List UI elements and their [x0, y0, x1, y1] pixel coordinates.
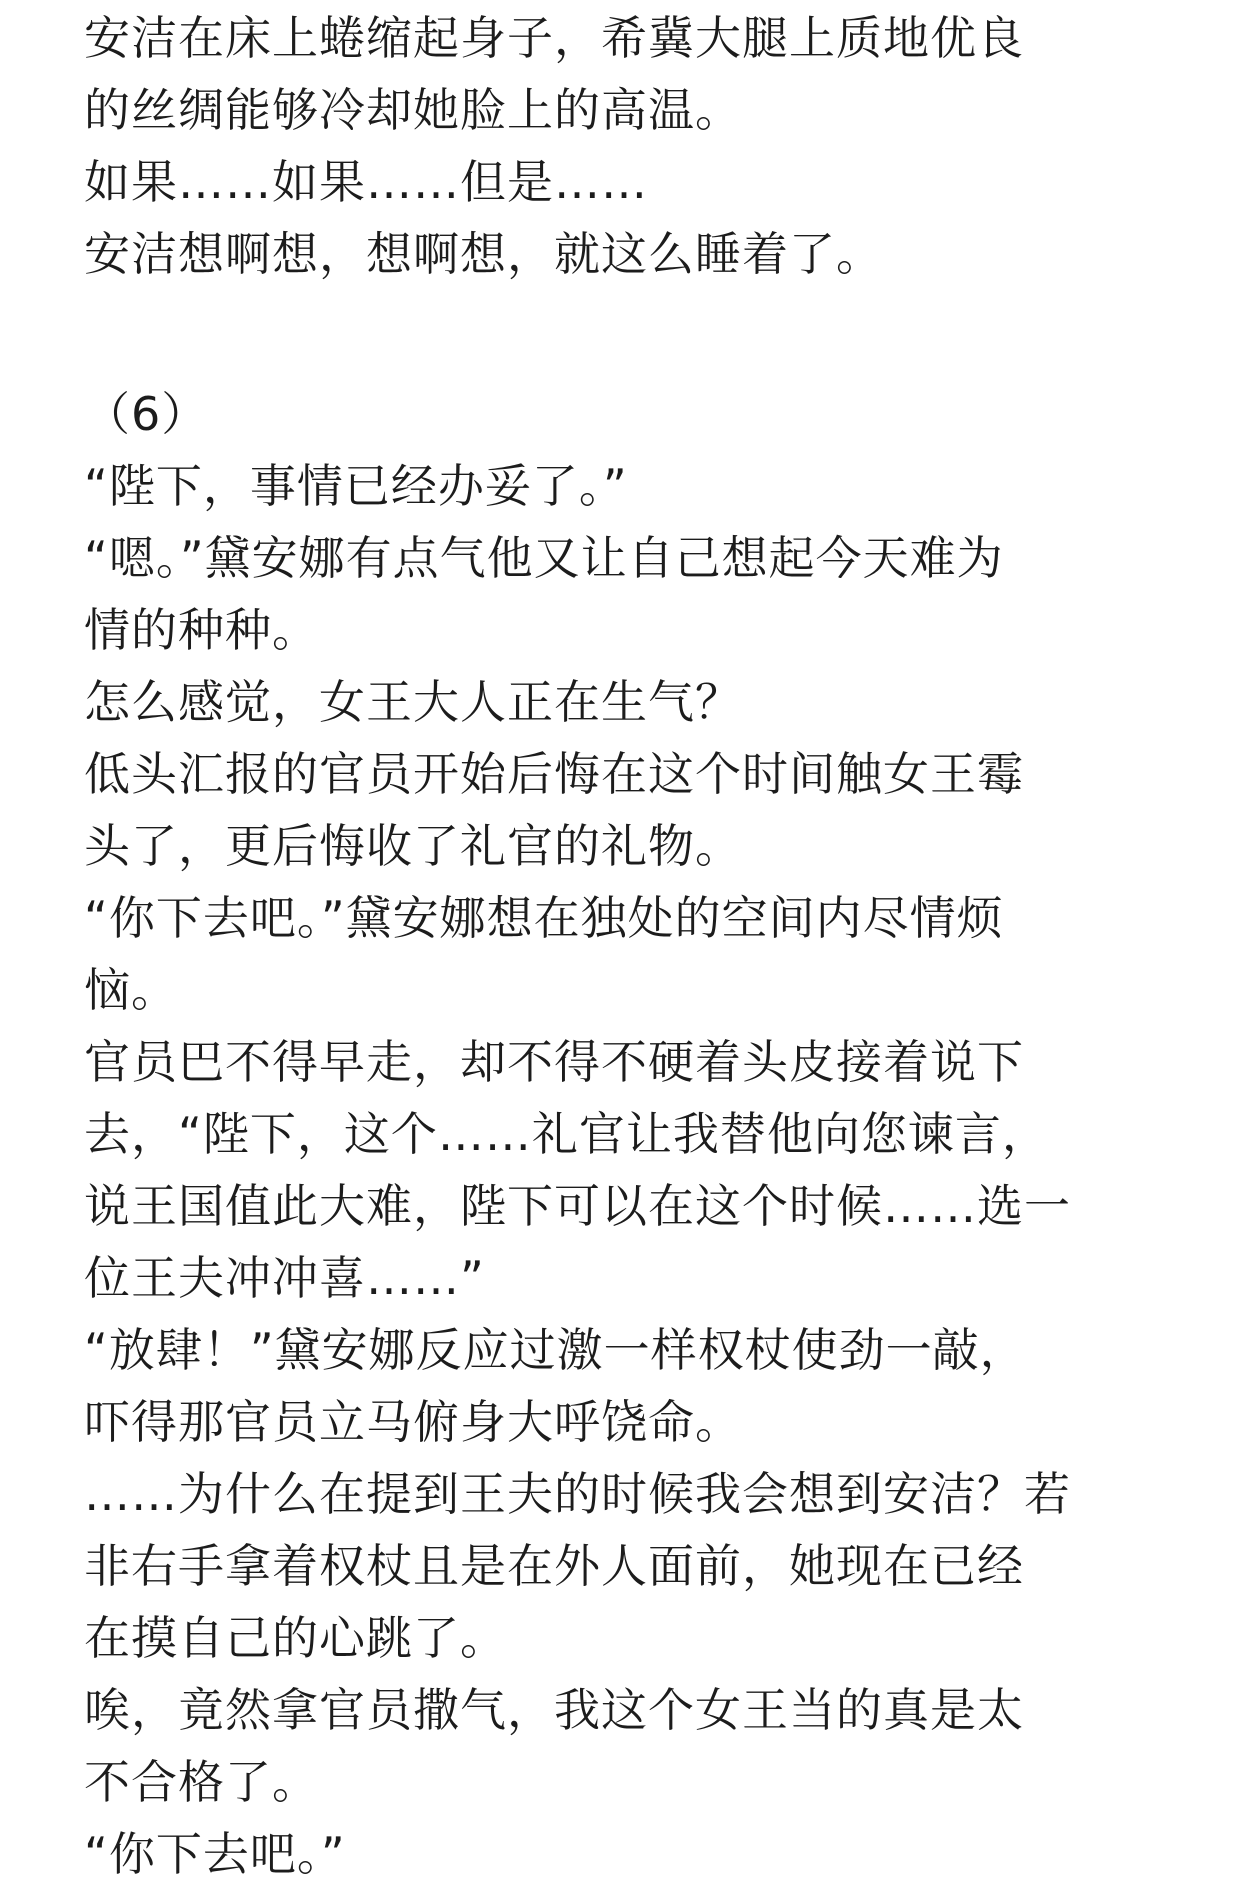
text-line: “陛下，事情已经办妥了。”	[84, 459, 628, 513]
text-line: “嗯。”黛安娜有点气他又让自己想起今天难为	[84, 531, 1004, 585]
document-text	[84, 0, 1194, 1890]
text-line: 不合格了。	[84, 1755, 319, 1809]
paragraph-gap	[84, 290, 1194, 378]
text-line: 恼。	[84, 963, 178, 1017]
text-line: 位王夫冲冲喜……”	[84, 1251, 485, 1305]
text-line: 如果……如果……但是……	[84, 155, 648, 209]
text-line: 非右手拿着权杖且是在外人面前，她现在已经	[84, 1539, 1024, 1593]
text-line: 的丝绸能够冷却她脸上的高温。	[84, 83, 742, 137]
chapter-number: （6）	[84, 387, 209, 441]
text-line: 吓得那官员立马俯身大呼饶命。	[84, 1395, 742, 1449]
text-line: “你下去吧。”	[84, 1827, 346, 1881]
text-line: 怎么感觉，女王大人正在生气？	[84, 675, 742, 729]
text-line: 低头汇报的官员开始后悔在这个时间触女王霉	[84, 747, 1024, 801]
text-line: 头了，更后悔收了礼官的礼物。	[84, 819, 742, 873]
text-line: “你下去吧。”黛安娜想在独处的空间内尽情烦	[84, 891, 1004, 945]
text-line: 安洁在床上蜷缩起身子，希冀大腿上质地优良	[84, 11, 1024, 65]
text-line: ……为什么在提到王夫的时候我会想到安洁？若	[84, 1467, 1071, 1521]
text-line: 官员巴不得早走，却不得不硬着头皮接着说下	[84, 1035, 1024, 1089]
text-line: 说王国值此大难，陛下可以在这个时候……选一	[84, 1179, 1071, 1233]
text-line: “放肆！”黛安娜反应过激一样权杖使劲一敲，	[84, 1323, 1027, 1377]
text-line: 去，“陛下，这个……礼官让我替他向您谏言，	[84, 1107, 1049, 1161]
text-line: 唉，竟然拿官员撒气，我这个女王当的真是太	[84, 1683, 1024, 1737]
text-line: 情的种种。	[84, 603, 319, 657]
text-line: 安洁想啊想，想啊想，就这么睡着了。	[84, 227, 883, 281]
text-line: 在摸自己的心跳了。	[84, 1611, 507, 1665]
